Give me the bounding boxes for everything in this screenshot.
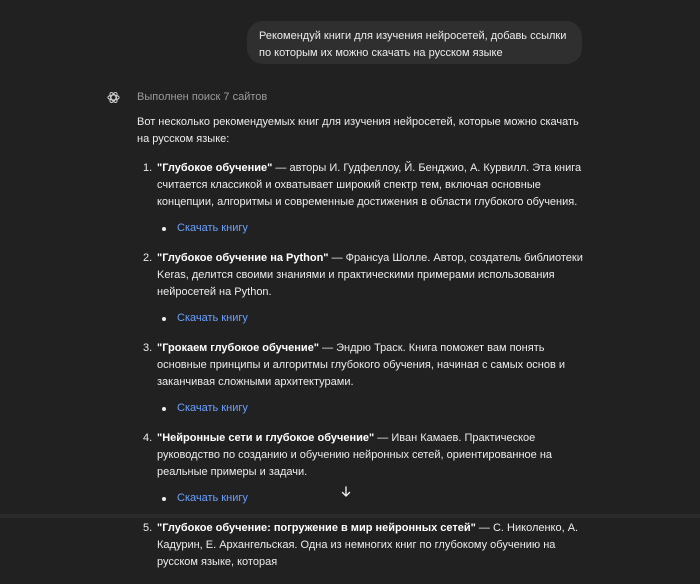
download-list-item	[157, 220, 587, 237]
book-title: "Глубокое обучение"	[157, 162, 273, 174]
book-list	[137, 160, 587, 571]
book-number: 5.	[143, 522, 153, 534]
book-description: — Франсуа Шолле. Автор, создатель библиотеки Keras, делится своими знаниями и практическими примерами использования нейросетей на Python.	[157, 252, 583, 298]
composer-edge	[0, 514, 700, 518]
book-item	[137, 430, 587, 507]
download-list-item	[157, 310, 587, 327]
download-link[interactable]: Скачать книгу	[177, 402, 248, 414]
book-item	[137, 250, 587, 327]
book-item	[137, 520, 587, 571]
book-description: — Иван Камаев. Практическое руководство по созданию и обучению нейронных сетей, ориентированное на реальные примеры и задачи.	[157, 432, 553, 478]
book-description: — Эндрю Траск. Книга поможет вам понять основные принципы и алгоритмы глубокого обучения, начиная с самых основ и заканчивая сложными архитектурами.	[157, 342, 566, 388]
book-title: "Грокаем глубокое обучение"	[157, 342, 320, 354]
book-number: 4.	[143, 432, 153, 444]
book-text	[157, 430, 587, 481]
bullet-icon	[162, 497, 166, 501]
book-title: "Глубокое обучение: погружение в мир нейронных сетей"	[157, 522, 476, 534]
search-status[interactable]: Выполнен поиск 7 сайтов	[137, 91, 268, 103]
book-text	[157, 160, 587, 211]
download-link[interactable]: Скачать книгу	[177, 222, 248, 234]
book-item	[137, 340, 587, 417]
bullet-icon	[162, 317, 166, 321]
download-link[interactable]: Скачать книгу	[177, 492, 248, 504]
book-number: 1.	[143, 162, 153, 174]
user-message-bubble	[247, 21, 582, 64]
book-description: — авторы И. Гудфеллоу, Й. Бенджио, А. Курвилл. Эта книга считается классикой и охватывает широкий спектр тем, включая основные концепции, алгоритмы и современные достижения в области глубокого обучения.	[157, 162, 582, 208]
book-title: "Нейронные сети и глубокое обучение"	[157, 432, 375, 444]
download-list-item	[157, 400, 587, 417]
book-text	[157, 340, 587, 391]
arrow-down-icon	[340, 486, 352, 498]
book-text	[157, 520, 587, 571]
download-list-item	[157, 490, 587, 507]
openai-logo-icon	[106, 90, 121, 105]
assistant-avatar	[103, 87, 123, 107]
book-text	[157, 250, 587, 301]
scroll-to-bottom-button[interactable]	[336, 482, 356, 502]
bullet-icon	[162, 407, 166, 411]
download-link[interactable]: Скачать книгу	[177, 312, 248, 324]
book-number: 3.	[143, 342, 153, 354]
book-description: — С. Николенко, А. Кадурин, Е. Архангельская. Одна из немногих книг по глубокому обучению на русском языке, которая	[157, 522, 579, 568]
user-message-text: Рекомендуй книги для изучения нейросетей, добавь ссылки по которым их можно скачать на русском языке	[259, 30, 567, 59]
book-title: "Глубокое обучение на Python"	[157, 252, 329, 264]
answer-intro: Вот несколько рекомендуемых книг для изучения нейросетей, которые можно скачать на русском языке:	[137, 116, 579, 145]
book-number: 2.	[143, 252, 153, 264]
book-item	[137, 160, 587, 237]
bullet-icon	[162, 227, 166, 231]
